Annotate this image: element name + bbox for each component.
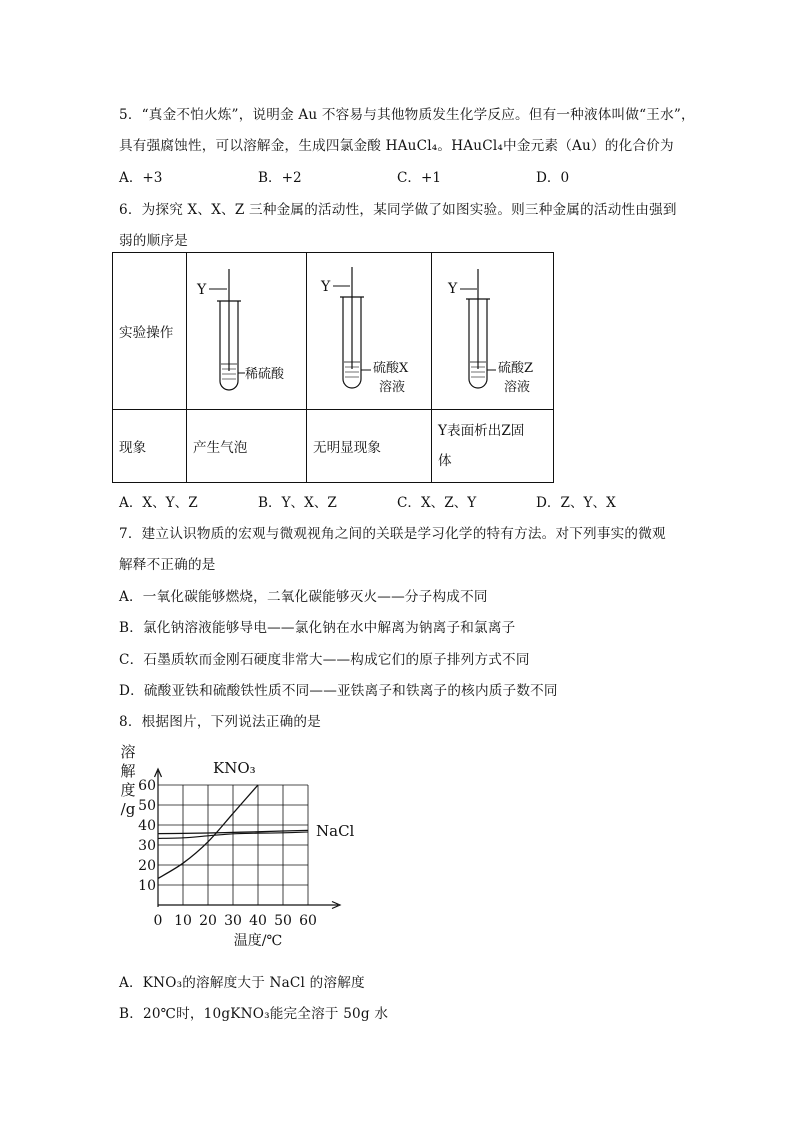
tube-3-liquid-label-line2: 溶液	[504, 380, 531, 395]
nacl-series-label: NaCl	[316, 822, 355, 840]
q5-option-d: D．0	[536, 170, 570, 186]
y-tick-label: 40	[138, 818, 156, 834]
q7-stem-line1: 7．建立认识物质的宏观与微观视角之间的关联是学习化学的特有方法。对下列事实的微观	[119, 526, 666, 542]
q6-option-b: B．Y、X、Z	[258, 495, 337, 511]
tube-2-liquid-label-line1: 硫酸X	[373, 361, 409, 376]
test-tube-diagram-2	[307, 253, 432, 410]
x-tick-label: 40	[249, 913, 267, 929]
y-tick-label: 30	[138, 838, 156, 854]
phenomenon-cell-3-line2: 体	[438, 453, 452, 469]
y-axis-label-char: 解	[120, 762, 136, 780]
q7-stem-line2: 解释不正确的是	[119, 557, 216, 573]
y-tick-label: 50	[138, 798, 156, 814]
y-axis-label-char: /g	[120, 800, 136, 818]
q6-option-a: A．X、Y、Z	[119, 495, 198, 511]
q5-option-c: C．+1	[397, 170, 442, 186]
phenomenon-cell-2: 无明显现象	[307, 410, 432, 483]
y-tick-label: 20	[138, 858, 156, 874]
x-tick-label: 0	[153, 913, 163, 929]
x-tick-label: 10	[174, 913, 192, 929]
tube-2-liquid-label-line2: 溶液	[379, 380, 406, 395]
phenomenon-cell-3	[432, 410, 554, 483]
q5-stem-line1: 5．“真金不怕火炼”，说明金 Au 不容易与其他物质发生化学反应。但有一种液体叫做“王水”，	[119, 107, 695, 123]
q6-option-c: C．X、Z、Y	[397, 495, 477, 511]
y-tick-label: 60	[138, 778, 156, 794]
x-tick-label: 60	[299, 913, 317, 929]
y-tick-label: 10	[138, 878, 156, 894]
tube-cell-1	[187, 253, 307, 410]
phenomenon-cell-3-line1: Y表面析出Z固	[438, 423, 525, 439]
q6-stem-line2: 弱的顺序是	[119, 233, 188, 249]
solubility-chart	[110, 735, 360, 955]
x-tick-label: 20	[199, 913, 217, 929]
q8-option-b: B．20℃时，10gKNO₃能完全溶于 50g 水	[119, 1006, 389, 1022]
table-row-operation	[113, 253, 554, 410]
test-tube-diagram-1	[187, 253, 307, 410]
q5-option-b: B．+2	[258, 170, 302, 186]
phenomenon-label: 现象	[113, 410, 187, 483]
x-tick-label: 50	[274, 913, 292, 929]
q7-option-d: D．硫酸亚铁和硫酸铁性质不同——亚铁离子和铁离子的核内质子数不同	[119, 683, 558, 699]
q6-option-d: D．Z、Y、X	[536, 495, 616, 511]
q5-option-a: A．+3	[119, 170, 163, 186]
x-axis-label: 温度/℃	[233, 933, 283, 949]
y-axis-label-char: 溶	[120, 743, 136, 761]
tube-cell-3	[432, 253, 554, 410]
y-axis-label-char: 度	[120, 781, 136, 799]
phenomenon-cell-1: 产生气泡	[187, 410, 307, 483]
tube-3-metal-label: Y	[448, 281, 458, 297]
q7-option-b: B．氯化钠溶液能够导电——氯化钠在水中解离为钠离子和氯离子	[119, 620, 516, 636]
q7-option-a: A．一氧化碳能够燃烧，二氧化碳能够灭火——分子构成不同	[119, 589, 488, 605]
operation-label: 实验操作	[113, 253, 187, 410]
q8-option-a: A．KNO₃的溶解度大于 NaCl 的溶解度	[119, 975, 365, 991]
tube-3-liquid-label-line1: 硫酸Z	[498, 361, 534, 376]
q8-stem: 8．根据图片，下列说法正确的是	[119, 714, 321, 730]
table-row-phenomenon	[113, 410, 554, 483]
tube-1-liquid-label: 稀硫酸	[245, 367, 285, 382]
tube-1-metal-label: Y	[197, 282, 207, 298]
x-tick-label: 30	[224, 913, 242, 929]
test-tube-diagram-3	[432, 253, 554, 410]
kno3-series-label: KNO₃	[213, 759, 256, 777]
q7-option-c: C．石墨质软而金刚石硬度非常大——构成它们的原子排列方式不同	[119, 652, 530, 668]
tube-2-metal-label: Y	[321, 279, 331, 295]
q6-experiment-table	[112, 252, 554, 483]
q5-stem-line2: 具有强腐蚀性，可以溶解金，生成四氯金酸 HAuCl₄。HAuCl₄中金元素（Au）的化合价为	[119, 138, 674, 154]
tube-cell-2	[307, 253, 432, 410]
q6-stem-line1: 6．为探究 X、X、Z 三种金属的活动性，某同学做了如图实验。则三种金属的活动性由强到	[119, 202, 677, 218]
